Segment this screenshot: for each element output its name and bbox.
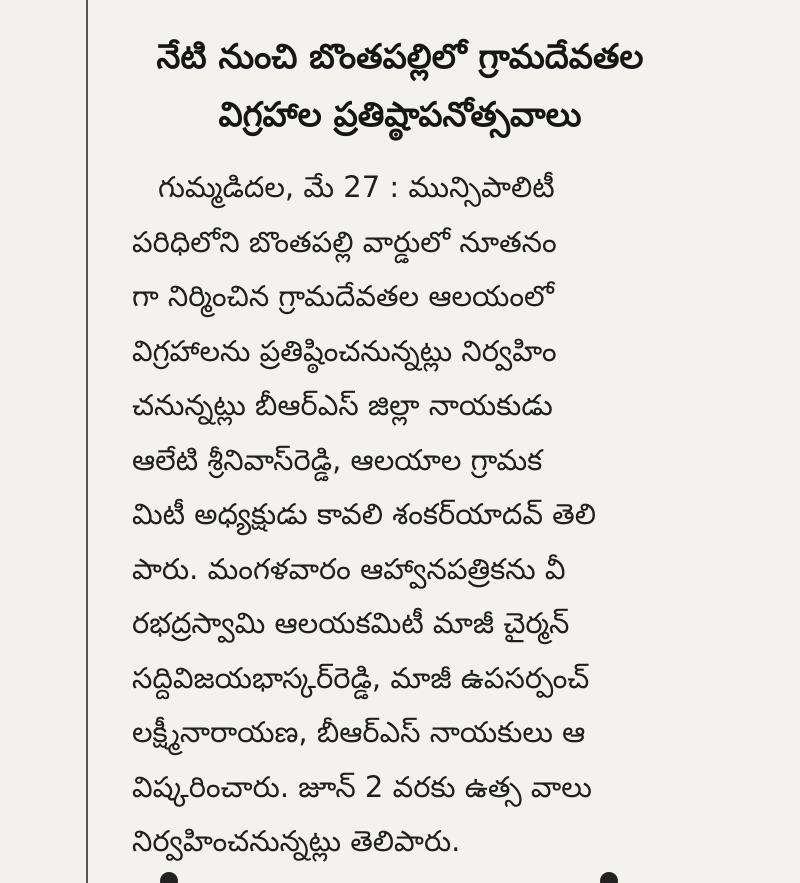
body-line: ఆలేటి శ్రీనివాస్‌రెడ్డి, ఆలయాల గ్రామక xyxy=(132,442,543,477)
headline-line-1: నేటి నుంచి బొంతపల్లిలో గ్రామదేవతల xyxy=(156,37,644,77)
body-line: చనున్నట్లు బీఆర్ఎస్ జిల్లా నాయకుడు xyxy=(132,388,553,422)
body-line: విష్కరించారు. జూన్ 2 వరకు ఉత్స వాలు xyxy=(132,769,592,804)
news-article xyxy=(100,0,800,883)
body-line-dateline: గుమ్మడిదల, మే 27 : మున్సిపాలిటీ xyxy=(158,170,555,204)
column-divider xyxy=(86,0,88,883)
article-headline xyxy=(100,28,700,144)
body-line: గా నిర్మించిన గ్రామదేవతల ఆలయంలో xyxy=(132,279,554,313)
body-line: పారు. మంగళవారం ఆహ్వానపత్రికను వీ xyxy=(132,551,566,586)
body-line: రభద్రస్వామి ఆలయకమిటీ మాజీ చైర్మన్ xyxy=(132,606,570,640)
body-line: నిర్వహించనున్నట్లు తెలిపారు. xyxy=(132,824,461,858)
article-body xyxy=(132,160,692,869)
body-line: లక్ష్మీనారాయణ, బీఆర్ఎస్ నాయకులు ఆ xyxy=(132,715,586,749)
body-line: పరిధిలోని బొంతపల్లి వార్డులో నూతనం xyxy=(132,224,557,259)
adjacent-column-fragment xyxy=(0,0,84,883)
cropped-next-article-edge xyxy=(140,866,640,883)
body-line: సద్దివిజయభాస్కర్‌రెడ్డి, మాజీ ఉపసర్పంచ్ xyxy=(132,660,590,695)
body-line: మిటీ అధ్యక్షుడు కావలి శంకర్‌యాదవ్ తెలి xyxy=(132,497,596,531)
body-line: విగ్రహాలను ప్రతిష్ఠించనున్నట్లు నిర్వహిం xyxy=(132,333,557,368)
headline-line-2: విగ్రహాల ప్రతిష్ఠాపనోత్సవాలు xyxy=(218,95,582,135)
